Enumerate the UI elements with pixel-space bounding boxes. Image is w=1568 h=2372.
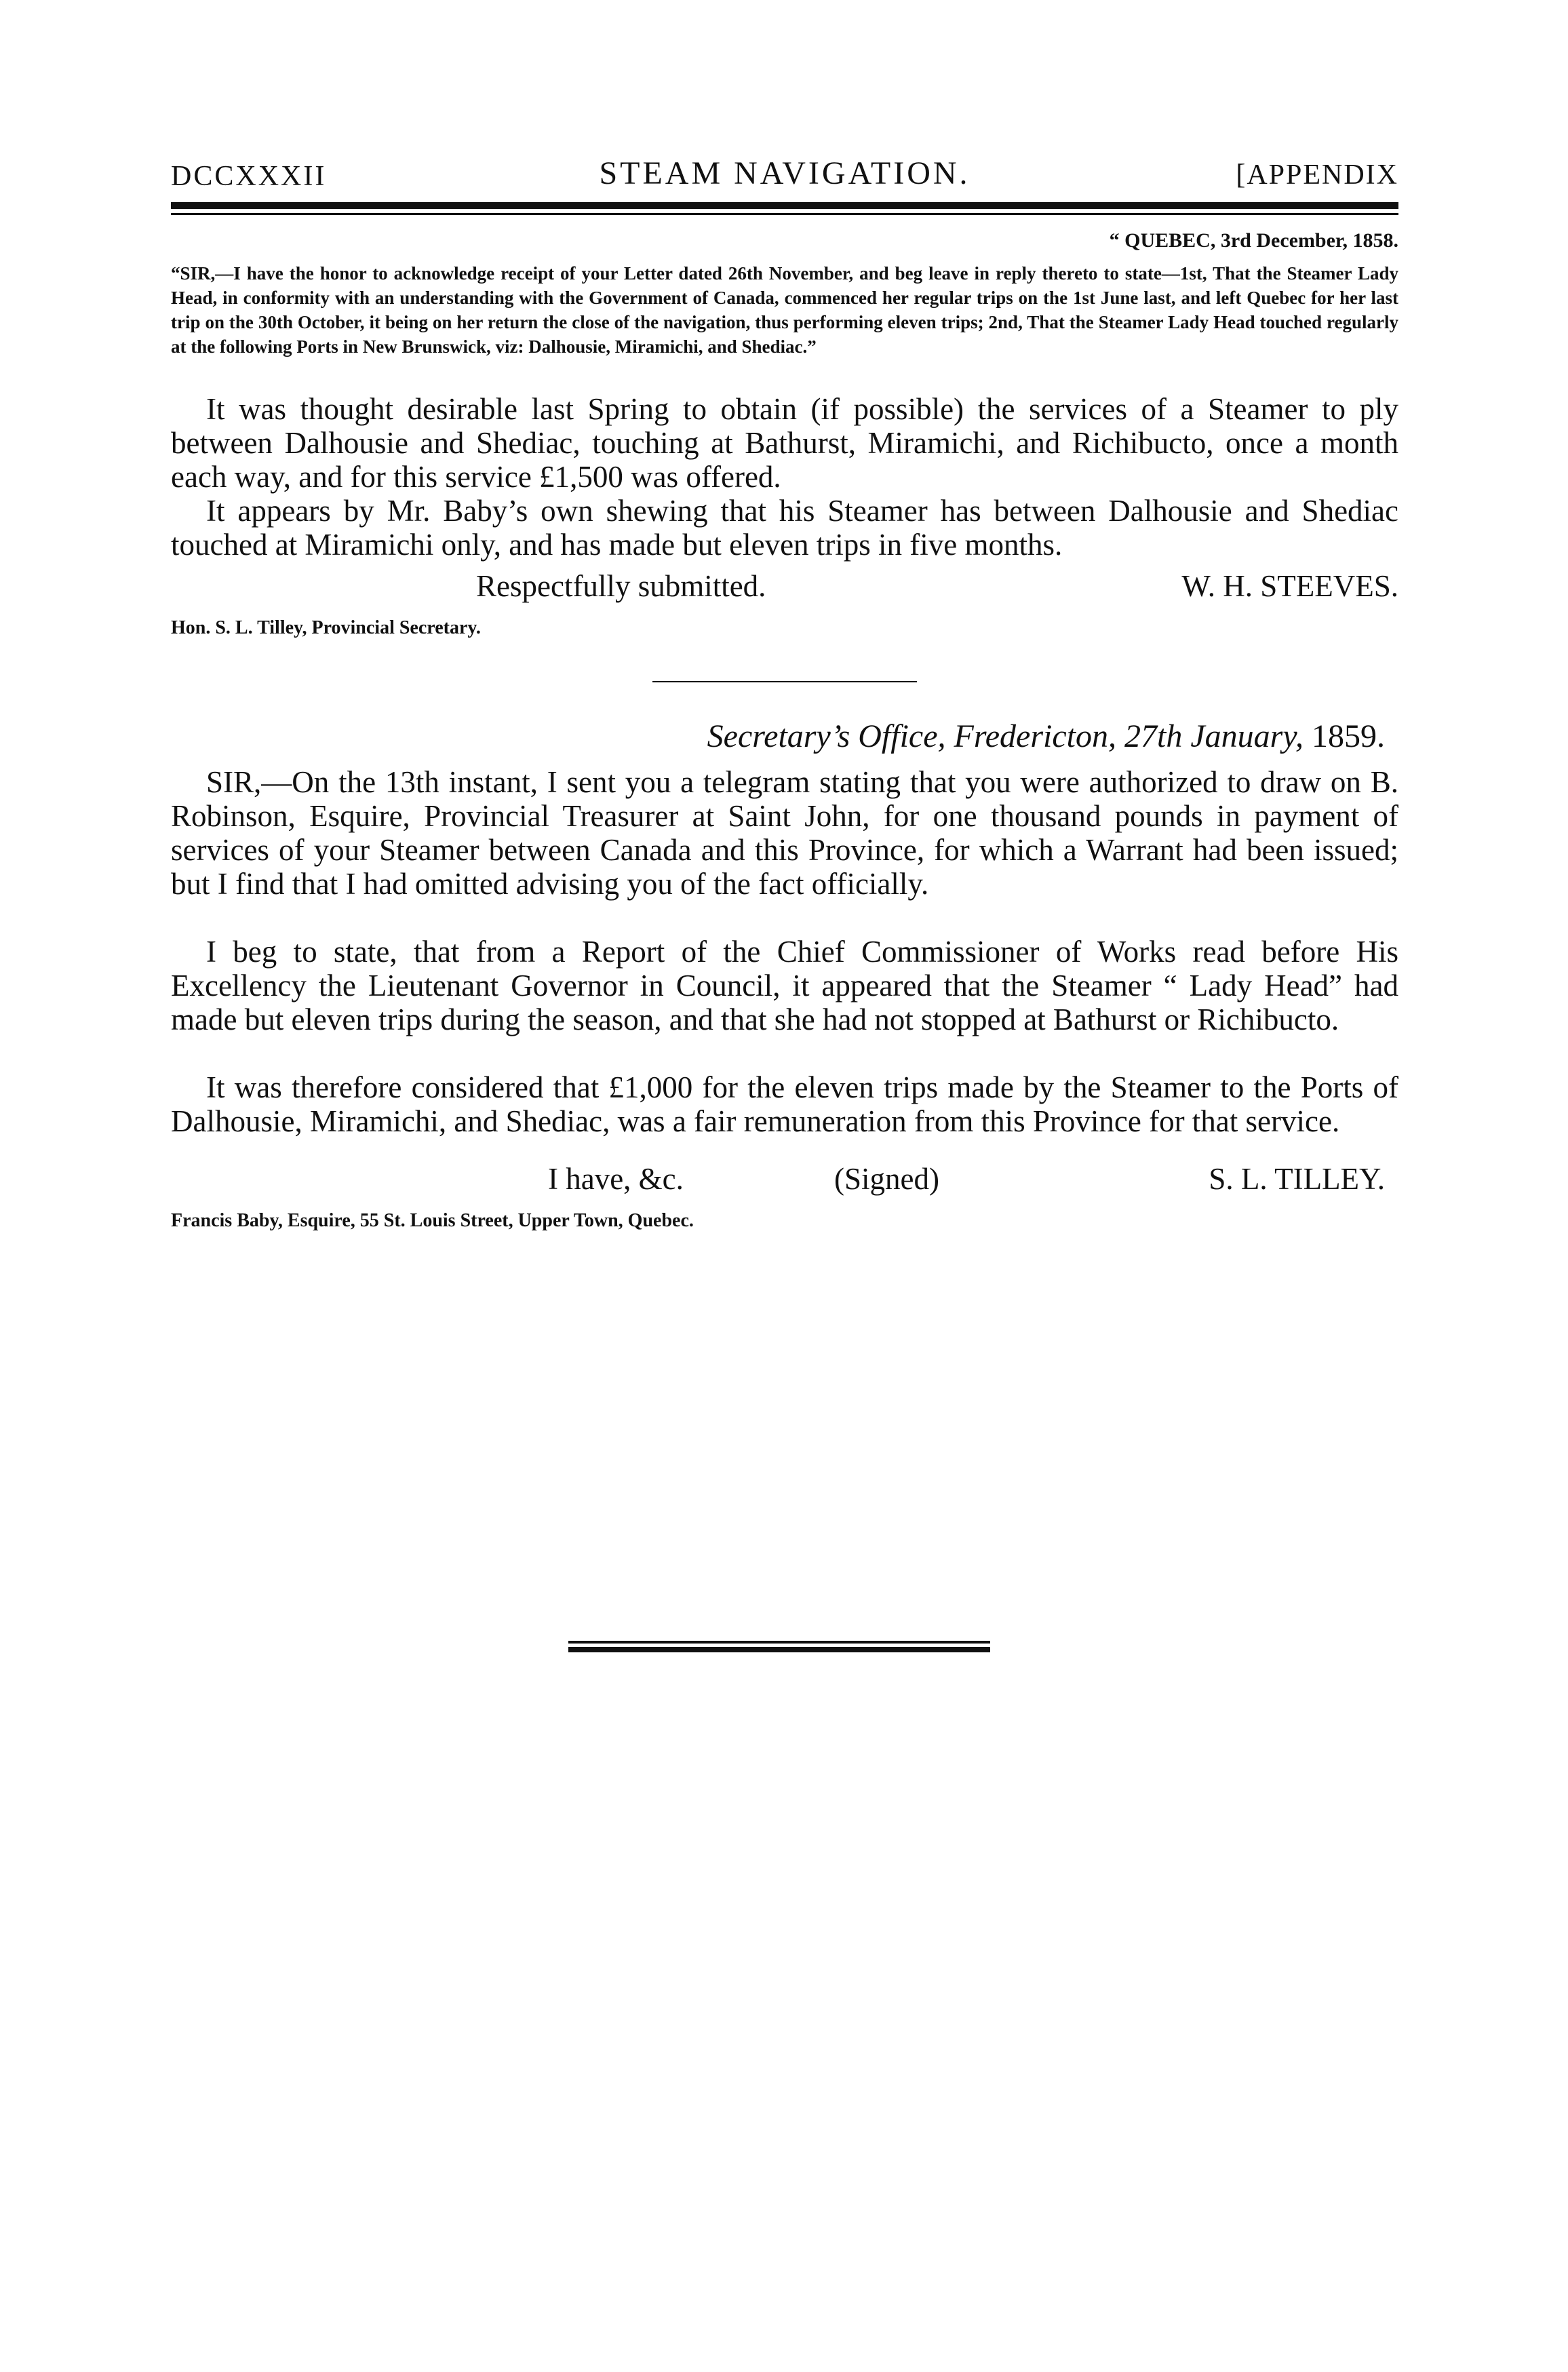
letter-dateline-year: 1859. bbox=[1312, 718, 1385, 754]
report-signature: W. H. STEEVES. bbox=[1181, 569, 1398, 603]
page-folio: DCCXXXII bbox=[171, 161, 327, 192]
report-addressee: Hon. S. L. Tilley, Provincial Secretary. bbox=[171, 617, 481, 638]
report-paragraph-2-text: It appears by Mr. Baby’s own shewing that his Steamer has between Dalhousie and Shediac touched at Miramichi only, and has made but eleven trips in five months. bbox=[171, 494, 1398, 562]
letter-paragraph-2 bbox=[171, 935, 1398, 1036]
letter-dateline-office: Secretary’s Office, Fredericton, 27th January, bbox=[707, 718, 1304, 754]
letter-signature-row bbox=[171, 1161, 1398, 1199]
letter-signature: S. L. TILLEY. bbox=[1209, 1162, 1385, 1196]
section-divider bbox=[652, 681, 917, 682]
header-rule-thick bbox=[171, 202, 1398, 209]
letter-signed-note: (Signed) bbox=[834, 1162, 939, 1196]
header-rule-thin bbox=[171, 213, 1398, 215]
end-rule-thin bbox=[568, 1641, 990, 1644]
report-closing: Respectfully submitted. bbox=[476, 569, 766, 603]
letter-closing: I have, &c. bbox=[548, 1162, 684, 1196]
quoted-letter-text: —I have the honor to acknowledge receipt of your Letter dated 26th November, and beg leave in reply thereto to state—1st, That the Steamer Lady Head, in conformity with an understanding with the Government of Canada, commenced her regular trips on the 1st June last, and left Quebec for her last trip on the 30th October, it being on her return the close of the navigation, thus performing eleven trips; 2nd, That the Steamer Lady Head touched regularly at the following Ports in New Brunswick, viz: Dalhousie, Miramichi, and Shediac.” bbox=[171, 263, 1398, 357]
letter-paragraph-1 bbox=[171, 765, 1398, 901]
page-title: STEAM NAVIGATION. bbox=[599, 155, 971, 191]
letter-paragraph-3-text: It was therefore considered that £1,000 for the eleven trips made by the Steamer to the Ports of Dalhousie, Miramichi, and Shediac, was a fair remuneration from this Province for that service. bbox=[171, 1070, 1398, 1138]
report-paragraph-1-text: It was thought desirable last Spring to obtain (if possible) the services of a Steamer to ply between Dalhousie and Shediac, touching at Bathurst, Miramichi, and Richibucto, once a month each way, and for this service £1,500 was offered. bbox=[171, 392, 1398, 494]
running-head bbox=[171, 155, 1398, 195]
letter-paragraph-2-text: I beg to state, that from a Report of the Chief Commissioner of Works read before His Excellency the Lieutenant Governor in Council, it appeared that the Steamer “ Lady Head” had made but eleven trips during the season, and that she had not stopped at Bathurst or Richibucto. bbox=[171, 935, 1398, 1036]
end-rule-thick bbox=[568, 1647, 990, 1652]
appendix-label: [APPENDIX bbox=[1236, 159, 1398, 191]
letter-paragraph-3 bbox=[171, 1070, 1398, 1138]
quoted-letter-salutation: “SIR, bbox=[171, 263, 216, 284]
quoted-letter-dateline: “ QUEBEC, 3rd December, 1858. bbox=[1109, 229, 1398, 252]
letter-addressee: Francis Baby, Esquire, 55 St. Louis Street, Upper Town, Quebec. bbox=[171, 1210, 694, 1231]
report-paragraph-1 bbox=[171, 392, 1398, 494]
letter-dateline bbox=[707, 718, 1385, 755]
report-paragraph-2 bbox=[171, 494, 1398, 562]
letter-salutation: SIR, bbox=[206, 765, 262, 799]
report-signature-row bbox=[171, 568, 1398, 606]
letter-paragraph-1-text: —On the 13th instant, I sent you a telegram stating that you were authorized to draw on B. Robinson, Esquire, Provincial Treasurer at Saint John, for one thousand pounds in payment of services of your Steamer between Canada and this Province, for which a Warrant had been issued; but I find that I had omitted advising you of the fact officially. bbox=[171, 765, 1398, 901]
quoted-letter-body bbox=[171, 261, 1398, 359]
